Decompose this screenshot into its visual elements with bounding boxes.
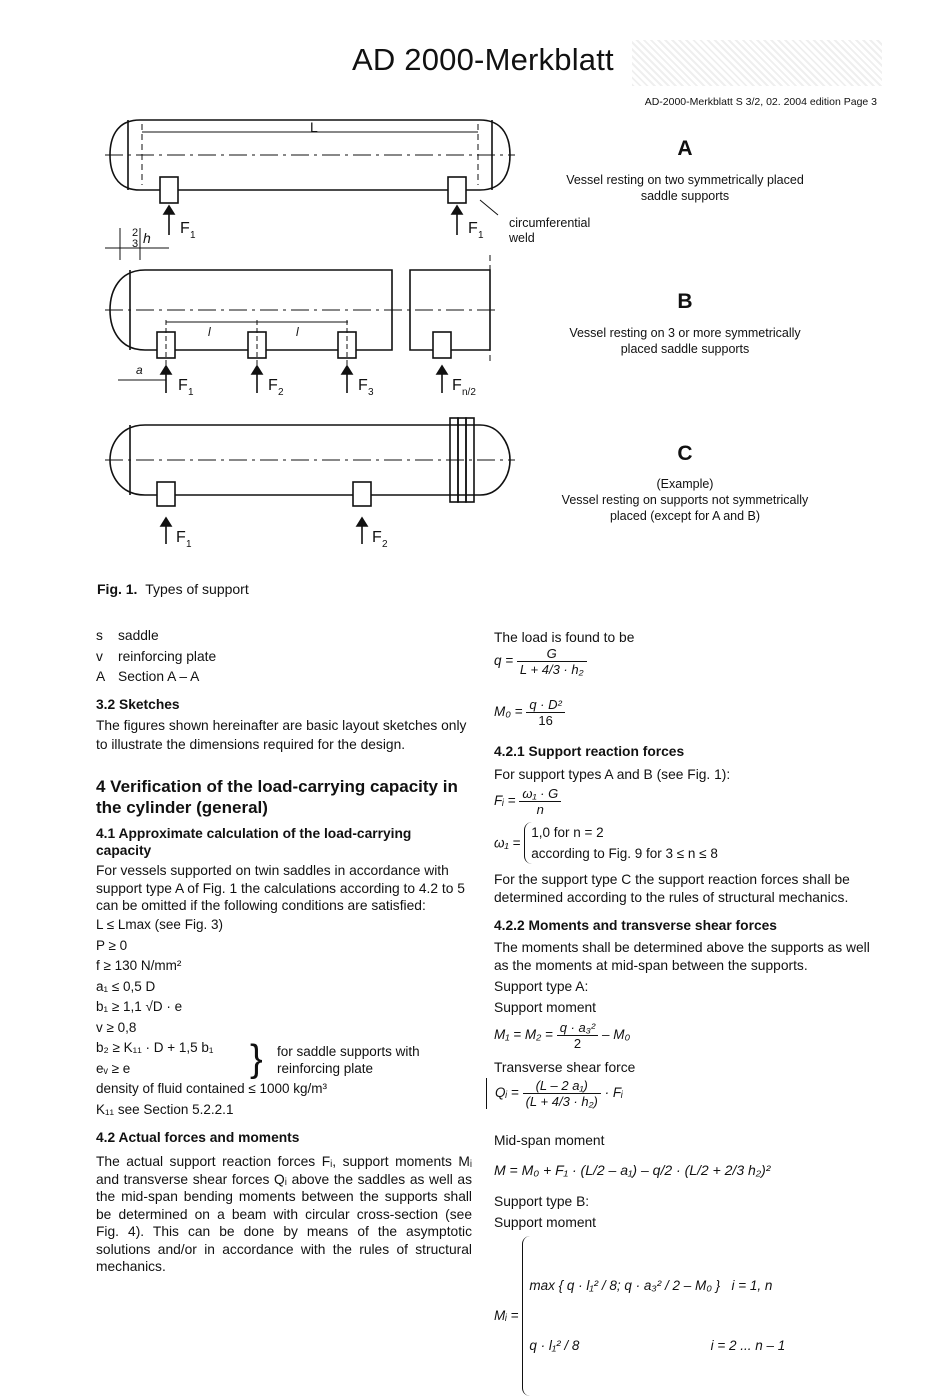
- heading-4-2-2: 4.2.2 Moments and transverse shear forces: [494, 918, 777, 933]
- brace-note: for saddle supports with reinforcing plate: [277, 1044, 420, 1076]
- condition: L ≤ Lmax (see Fig. 3): [96, 917, 223, 932]
- panel-c-letter: C: [677, 442, 693, 465]
- label-F1-c-sub: 1: [188, 387, 194, 398]
- brace: }: [250, 1038, 263, 1080]
- vessel-b: [105, 255, 495, 393]
- header-texture: [632, 40, 882, 86]
- text-4-2: The actual support reaction forces Fᵢ, support moments Mᵢ and transverse shear forces Qᵢ above the saddles as well as the mid-span bending moments between the supports shall be determined on a beam with circular cross-section (see Fig. 4). This can be done by means of the asymptotic solutions and/or in accordance with the rules of structural mechanics.: [96, 1154, 472, 1274]
- condition: eᵥ ≥ e: [96, 1060, 131, 1076]
- support-moment-b-label: Support moment: [494, 1215, 596, 1230]
- figure-1-drawing: [100, 110, 520, 560]
- condition: v ≥ 0,8: [96, 1019, 137, 1035]
- condition: P ≥ 0: [96, 937, 128, 953]
- label-Fn-sub: n/2: [462, 387, 476, 398]
- label-F1-b: F: [468, 220, 478, 237]
- text-4-1: For vessels supported on twin saddles in accordance with support type A of Fig. 1 the calculations according to 4.2 to 5 can be omitted if the following conditions are satisfied:: [96, 863, 465, 913]
- heading-4: 4 Verification of the load-carrying capacity in the cylinder (general): [96, 777, 458, 817]
- shear-label: Transverse shear force: [494, 1060, 636, 1075]
- condition: b₁ ≥ 1,1 √D · e: [96, 999, 183, 1014]
- condition: b₂ ≥ K₁₁ · D + 1,5 b₁: [96, 1040, 214, 1055]
- label-F1-b-sub: 1: [478, 230, 484, 241]
- label-l1-a: l: [208, 325, 211, 339]
- type-a-label: Support type A:: [494, 979, 589, 994]
- support-moment-label: Support moment: [494, 1000, 596, 1015]
- panel-c-example: (Example): [656, 477, 714, 491]
- types-ab-text: For support types A and B (see Fig. 1):: [494, 767, 731, 782]
- legend-item: A Section A – A: [96, 669, 200, 684]
- label-h2-num: 2: [132, 227, 139, 239]
- equation-q: q = $\frac{G}{\text{L + 4/3 · h₂}}$: [494, 646, 587, 677]
- label-F1-c: F: [178, 377, 188, 394]
- density-note: density of fluid contained ≤ 1000 kg/m³: [96, 1081, 328, 1096]
- conditions-list: [96, 915, 327, 1120]
- label-Fn: F: [452, 377, 462, 394]
- panel-c-description: Vessel resting on supports not symmetrically placed (except for A and B): [561, 493, 809, 523]
- type-b-label: Support type B:: [494, 1194, 590, 1209]
- moments-text: The moments shall be determined above the supports as well as the moments at mid-span between the supports.: [494, 940, 870, 973]
- midspan-label: Mid-span moment: [494, 1133, 605, 1148]
- label-h2-den: 3: [132, 238, 139, 250]
- vessel-c: [105, 418, 515, 544]
- panel-a-letter: A: [677, 137, 693, 160]
- load-intro: The load is found to be: [494, 630, 635, 645]
- label-F2-b: F: [268, 377, 278, 394]
- k11-note: K₁₁ see Section 5.2.2.1: [96, 1101, 234, 1117]
- legend-list: [96, 626, 216, 688]
- heading-4-2-1: 4.2.1 Support reaction forces: [494, 744, 685, 759]
- figure-caption: Fig. 1. Types of support: [97, 581, 249, 597]
- equation-mi: Mᵢ = max { q · l₁² / 8; q · a₃² / 2 – M₀ } i = 1, n q · l₁² / 8 i = 2 ... n – 1: [494, 1236, 785, 1396]
- label-F3: F: [358, 377, 368, 394]
- condition: a₁ ≤ 0,5 D: [96, 978, 156, 994]
- label-F1-a-sub: 1: [190, 230, 196, 241]
- equation-qi: Qᵢ = $\frac{\text{(L – 2 a₁)}}{\text{(L + 4/3 · h₂)}}$ · Fᵢ: [486, 1078, 623, 1109]
- condition: f ≥ 130 N/mm²: [96, 958, 182, 973]
- panel-a-description: Vessel resting on two symmetrically placed saddle supports: [566, 173, 804, 203]
- page-reference: AD-2000-Merkblatt S 3/2, 02. 2004 edition Page 3: [644, 96, 877, 108]
- heading-4-1: 4.1 Approximate calculation of the load-carrying capacity: [96, 826, 412, 858]
- legend-item: s saddle: [96, 628, 159, 643]
- label-h2: h: [143, 230, 151, 246]
- label-F2-b-sub: 2: [278, 387, 284, 398]
- label-F3-sub: 3: [368, 387, 374, 398]
- label-F1-d: F: [176, 529, 186, 546]
- type-c-text: For the support type C the support reaction forces shall be determined according to the rules of structural mechanics.: [494, 872, 850, 905]
- label-l1-b: l: [296, 325, 299, 339]
- label-F1-d-sub: 1: [186, 539, 192, 550]
- equation-m0: M₀ = $\frac{\text{q · D²}}{16}$: [494, 697, 565, 728]
- panel-b-letter: B: [677, 290, 693, 313]
- label-F2-d: F: [372, 529, 382, 546]
- legend-item: v reinforcing plate: [96, 648, 217, 664]
- heading-3-2: 3.2 Sketches: [96, 697, 180, 712]
- weld-label: circumferential weld: [509, 216, 591, 245]
- page-title: AD 2000-Merkblatt: [352, 42, 614, 77]
- panel-b-description: Vessel resting on 3 or more symmetrically placed saddle supports: [569, 326, 801, 356]
- text-3-2: The figures shown hereinafter are basic layout sketches only to illustrate the dimensions required for the design.: [96, 718, 467, 752]
- label-L: L: [310, 119, 318, 135]
- vessel-a: [105, 120, 515, 260]
- label-F1-a: F: [180, 220, 190, 237]
- equation-midspan: M = M₀ + F₁ · (L/2 – a₁) – q/2 · (L/2 + 2/3 h₂)²: [494, 1162, 771, 1178]
- equation-omega: ω₁ = 1,0 for n = 2 according to Fig. 9 for 3 ≤ n ≤ 8: [494, 822, 718, 864]
- equation-m1: M₁ = M₂ = $\frac{\text{q · a₃²}}{2}$ – M₀: [494, 1020, 631, 1051]
- equation-fi: Fᵢ = $\frac{\text{ω₁ · G}}{n}$: [494, 786, 561, 817]
- label-F2-d-sub: 2: [382, 539, 388, 550]
- label-a3: a: [136, 363, 143, 377]
- heading-4-2: 4.2 Actual forces and moments: [96, 1130, 300, 1145]
